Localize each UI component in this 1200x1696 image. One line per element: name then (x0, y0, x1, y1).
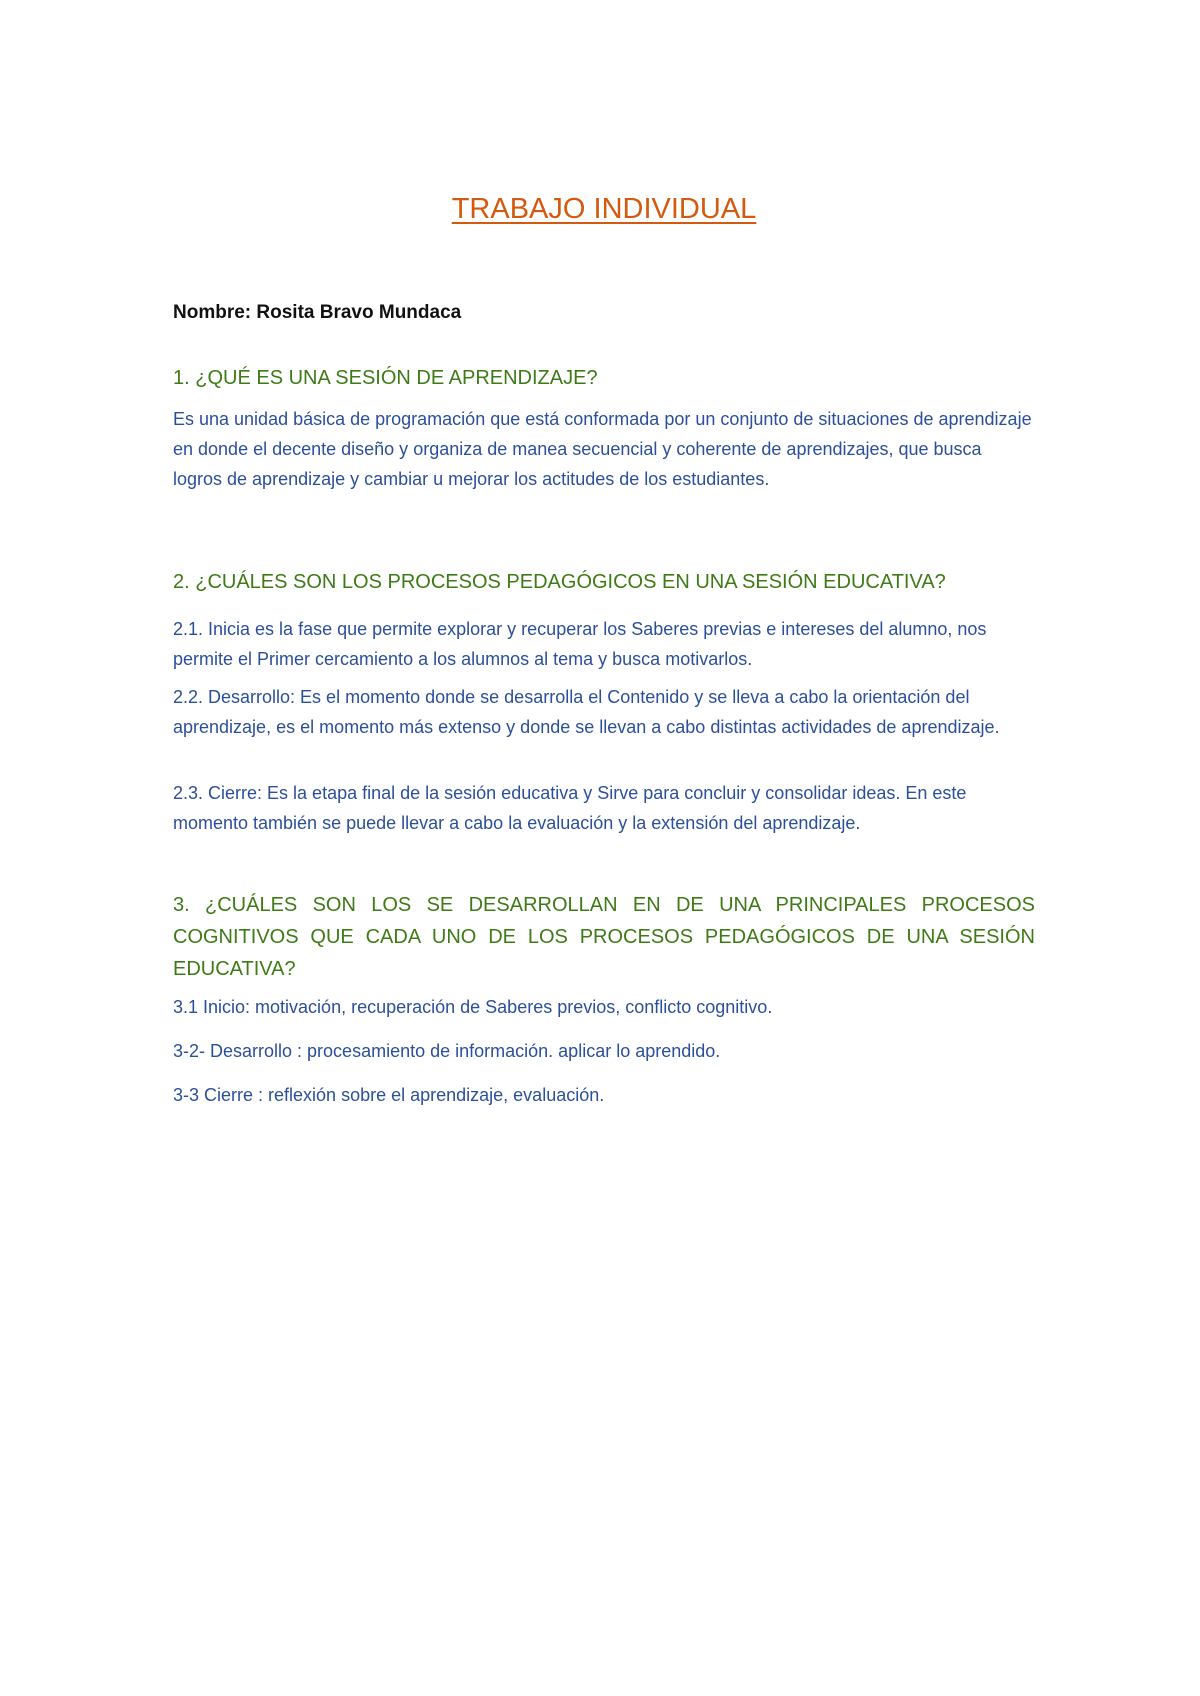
section-1-heading: 1. ¿QUÉ ES UNA SESIÓN DE APRENDIZAJE? (173, 367, 598, 389)
section-2-item-2: 2.2. Desarrollo: Es el momento donde se desarrolla el Contenido y se lleva a cabo la orientación del aprendizaje, es el momento más extenso y donde se llevan a cabo distintas actividades de aprendizaje. (173, 687, 1000, 737)
document-title: TRABAJO INDIVIDUAL (451, 193, 757, 225)
section-3-item-2: 3-2- Desarrollo : procesamiento de información. aplicar lo aprendido. (173, 1041, 721, 1061)
section-3-item-1: 3.1 Inicio: motivación, recuperación de Saberes previos, conflicto cognitivo. (173, 997, 773, 1017)
section-3-item-3: 3-3 Cierre : reflexión sobre el aprendizaje, evaluación. (173, 1085, 605, 1105)
student-name: Nombre: Rosita Bravo Mundaca (173, 302, 462, 323)
section-2-item-3: 2.3. Cierre: Es la etapa final de la sesión educativa y Sirve para concluir y consolidar ideas. En este momento también se puede llevar a cabo la evaluación y la extensión del aprendizaje. (173, 783, 967, 833)
section-3-heading: 3. ¿CUÁLES SON LOS SE DESARROLLAN EN DE UNA PRINCIPALES PROCESOS COGNITIVOS QUE CADA UNO DE LOS PROCESOS PEDAGÓGICOS DE UNA SESIÓN EDUCATIVA? (173, 894, 1035, 980)
section-1-paragraph: Es una unidad básica de programación que está conformada por un conjunto de situaciones de aprendizaje en donde el decente diseño y organiza de manea secuencial y coherente de aprendizajes, que busca logros de aprendizaje y cambiar u mejorar los actitudes de los estudiantes. (173, 409, 1032, 489)
section-2-heading: 2. ¿CUÁLES SON LOS PROCESOS PEDAGÓGICOS EN UNA SESIÓN EDUCATIVA? (173, 571, 946, 593)
section-2-item-1: 2.1. Inicia es la fase que permite explorar y recuperar los Saberes previas e intereses del alumno, nos permite el Primer cercamiento a los alumnos al tema y busca motivarlos. (173, 619, 987, 669)
